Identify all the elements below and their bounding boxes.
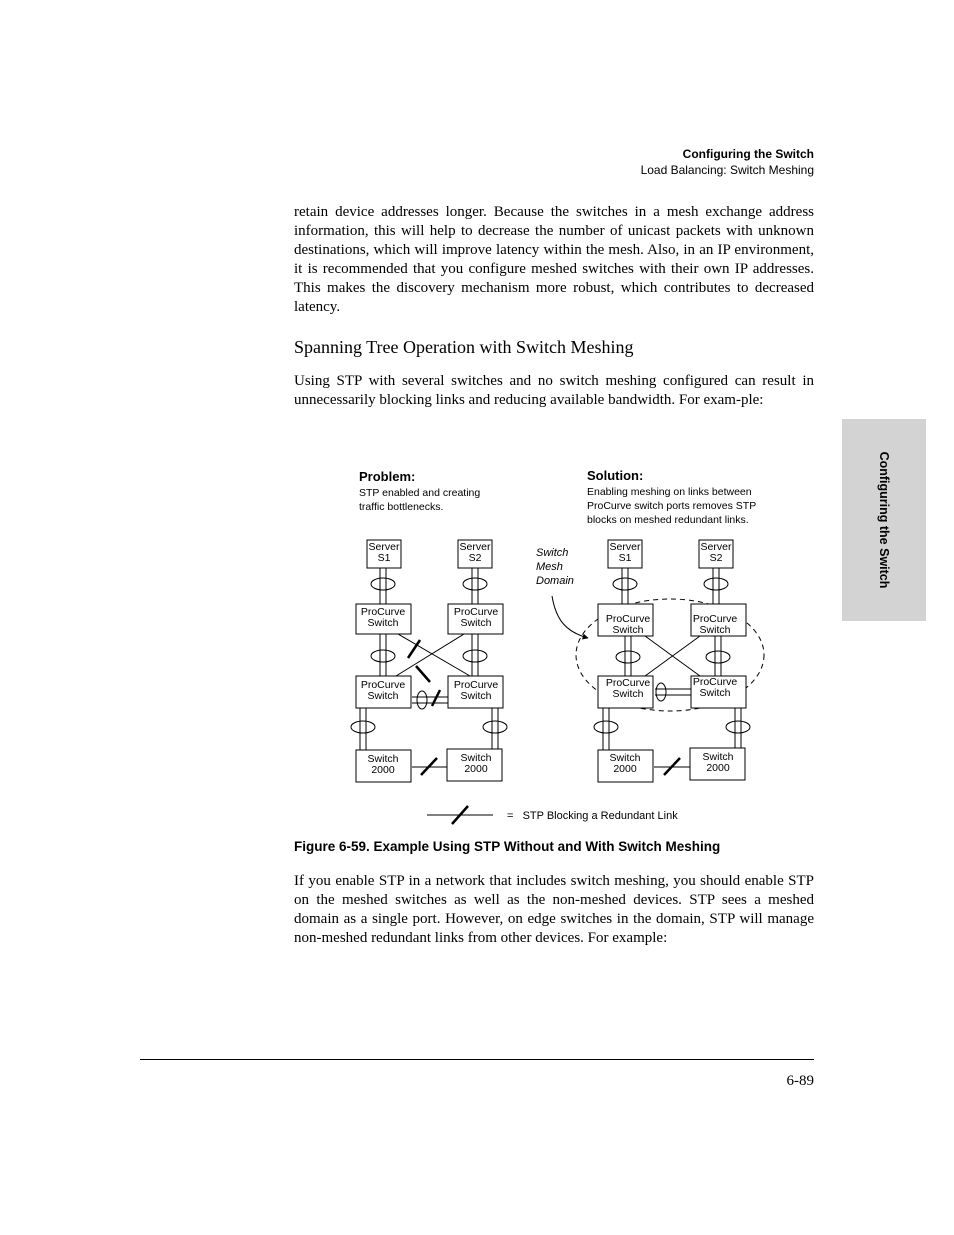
switch-label: Switch [460,752,492,764]
running-header-subtitle: Load Balancing: Switch Meshing [640,163,814,177]
trunk-ellipse [463,578,487,590]
chapter-side-tab [842,419,926,621]
solution-diagram [552,540,764,782]
procurve-label: ProCurve [360,606,406,618]
body-paragraph-2: Using STP with several switches and no switch meshing configured can result in unnecessarily blocking links and reducing available bandwidth. For exam-ple: [294,373,814,408]
problem-desc-line2: traffic bottlenecks. [359,501,444,513]
trunk-ellipse [613,578,637,590]
server-id: S2 [709,552,723,564]
server-id: S2 [468,552,482,564]
procurve-label: ProCurve [360,679,406,691]
stp-block-marker [432,690,440,706]
problem-diagram [351,540,507,782]
switch-label: Switch [460,690,492,702]
procurve-label: ProCurve [692,613,738,625]
server-label: Server [368,541,400,553]
procurve-label: ProCurve [453,679,499,691]
mesh-label-line3: Domain [536,575,574,587]
running-header-title: Configuring the Switch [682,147,814,161]
switch-label: Switch [699,624,731,636]
trunk-ellipse [704,578,728,590]
mesh-label-line2: Mesh [536,561,563,573]
stp-block-marker [416,666,430,682]
procurve-label: ProCurve [453,606,499,618]
switch-label: Switch [699,687,731,699]
switch-label: Switch [612,688,644,700]
page-number: 6-89 [786,1073,814,1089]
chapter-side-tab-label: Configuring the Switch [877,451,891,589]
body-paragraph-3: If you enable STP in a network that includes switch meshing, you should enable STP on the meshed switches as well as the non-meshed devices. STP sees a meshed domain as a single port. However, on edge switches in the domain, STP will manage non-meshed redundant links from other devices. For example: [294,873,814,946]
mesh-domain-label [536,547,574,587]
trunk-ellipse [351,721,375,733]
switch-model: 2000 [706,762,730,774]
trunk-ellipse [726,721,750,733]
solution-diagram-labels [606,541,738,775]
server-id: S1 [618,552,632,564]
trunk-ellipse [417,691,427,709]
trunk-ellipse [706,651,730,663]
section-heading: Spanning Tree Operation with Switch Meshing [294,337,634,357]
trunk-ellipse [616,651,640,663]
switch-label: Switch [367,617,399,629]
server-label: Server [459,541,491,553]
solution-desc-line1: Enabling meshing on links between [587,486,752,498]
trunk-ellipse [371,578,395,590]
switch-label: Switch [702,751,734,763]
link [404,634,476,676]
legend [427,806,678,824]
switch-label: Switch [367,690,399,702]
mesh-label-line1: Switch [536,547,569,559]
problem-title: Problem: [359,469,416,484]
body-paragraph-1: retain device addresses longer. Because the switches in a mesh exchange address information, this will help to decrease the number of unicast packets with unknown destinations, which will improve latency within the mesh. Also, in an IP environment, it is recommended that you configure meshed switches with their own IP addresses. This makes the discovery mechanism more robust, which contributes to decreased latency. [294,204,814,315]
trunk-ellipse [483,721,507,733]
switch-model: 2000 [371,764,395,776]
legend-text: = STP Blocking a Redundant Link [507,810,678,822]
procurve-label: ProCurve [605,613,651,625]
switch-label: Switch [367,753,399,765]
solution-desc-line2: ProCurve switch ports removes STP [587,500,757,512]
stp-meshing-figure [340,458,800,830]
switch-label: Switch [460,617,492,629]
server-label: Server [700,541,732,553]
problem-desc-line1: STP enabled and creating [359,487,481,499]
stp-block-marker [408,640,420,658]
footer-rule [140,1059,814,1060]
switch-label: Switch [612,624,644,636]
link [396,634,464,676]
solution-desc-line3: blocks on meshed redundant links. [587,514,749,526]
trunk-ellipse [371,650,395,662]
switch-model: 2000 [464,763,488,775]
trunk-ellipse [594,721,618,733]
procurve-label: ProCurve [692,676,738,688]
switch-model: 2000 [613,763,637,775]
server-id: S1 [377,552,391,564]
procurve-label: ProCurve [605,677,651,689]
trunk-ellipse [656,683,666,701]
server-label: Server [609,541,641,553]
solution-title: Solution: [587,468,644,483]
switch-label: Switch [609,752,641,764]
figure-caption: Figure 6-59. Example Using STP Without and With Switch Meshing [294,839,721,854]
trunk-ellipse [463,650,487,662]
mesh-label-arrow [552,596,588,638]
